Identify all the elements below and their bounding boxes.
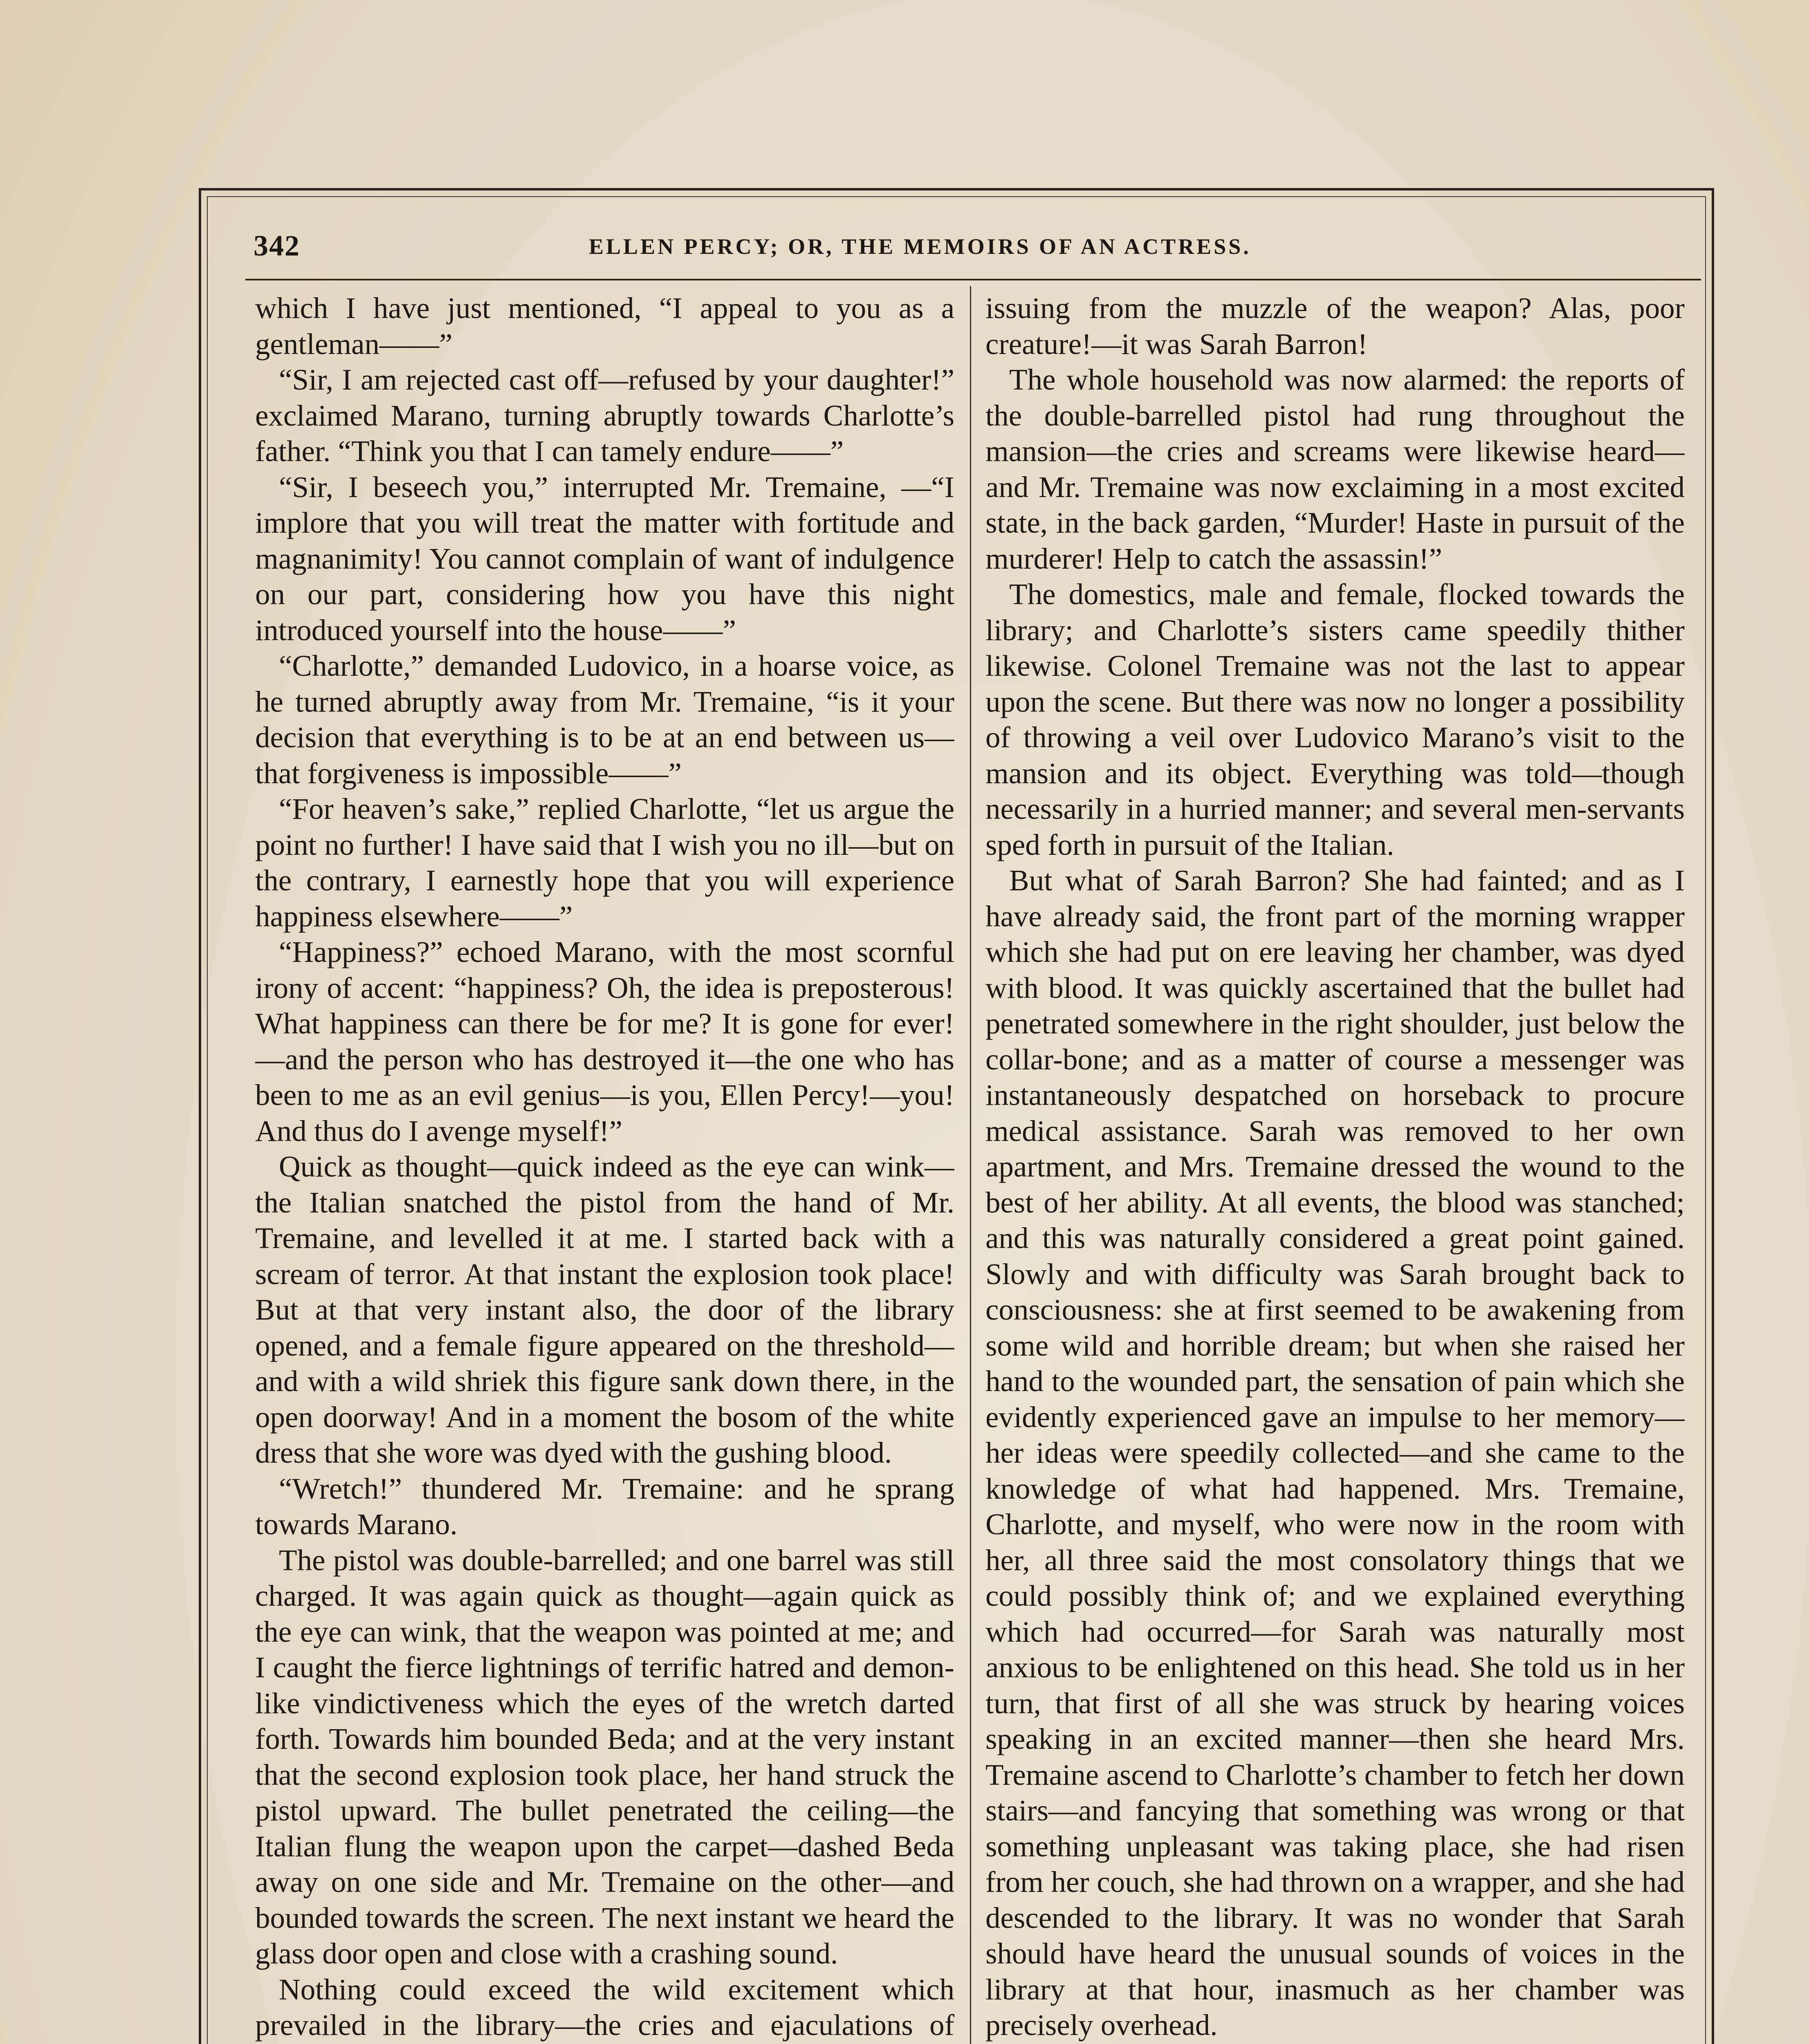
running-title: ELLEN PERCY; OR, THE MEMOIRS OF AN ACTRESS.: [589, 234, 1251, 259]
paragraph: “Sir, I beseech you,” interrupted Mr. Tremaine, —“I implore that you will treat the matter with fortitude and magnanimity! You cannot complain of want of indulgence on our part, considering how you have this night introduced yourself into the house——”: [255, 470, 954, 647]
paragraph: which I have just mentioned, “I appeal to you as a gentleman——”: [255, 291, 954, 361]
running-header: [254, 229, 1668, 274]
page-number: 342: [254, 229, 300, 262]
paragraph: Quick as thought—quick indeed as the eye can wink—the Italian snatched the pistol from the hand of Mr. Tremaine, and levelled it at me. I started back with a scream of terror. At that instant the explosion took place! But at that very instant also, the door of the library opened, and a female figure appeared on the threshold—and with a wild shriek this figure sank down there, in the open doorway! And in a moment the bosom of the white dress that she wore was dyed with the gushing blood.: [255, 1150, 954, 1469]
paragraph: The pistol was double-barrelled; and one barrel was still charged. It was again quick as thought—again quick as the eye can wink, that the weapon was pointed at me; and I caught the fierce lightnings of terrific hatred and demon-like vindictiveness which the eyes of the wretch darted forth. Towards him bounded Beda; and at the very instant that the second explosion took place, her hand struck the pistol upward. The bullet penetrated the ceiling—the Italian flung the weapon upon the carpet—dashed Beda away on one side and Mr. Tremaine on the other—and bounded towards the screen. The next instant we heard the glass door open and close with a crashing sound.: [255, 1543, 954, 1970]
paragraph: “Wretch!” thundered Mr. Tremaine: and he sprang towards Marano.: [255, 1472, 954, 1541]
text-column-right: [985, 290, 1685, 2044]
paragraph: The whole household was now alarmed: the reports of the double-barrelled pistol had rung throughout the mansion—the cries and screams were likewise heard—and Mr. Tremaine was now exclaiming in a most excited state, in the back garden, “Murder! Haste in pursuit of the murderer! Help to catch the assassin!”: [985, 363, 1685, 575]
paragraph: “Sir, I am rejected cast off—refused by your daughter!” exclaimed Marano, turning abruptly towards Charlotte’s father. “Think you that I can tamely endure——”: [255, 363, 954, 468]
paragraph: “Happiness?” echoed Marano, with the most scornful irony of accent: “happiness? Oh, the idea is preposterous! What happiness can there be for me? It is gone for ever!—and the person who has destroyed it—the one who has been to me as an evil genius—is you, Ellen Percy!—you! And thus do I avenge myself!”: [255, 935, 954, 1148]
column-divider: [970, 286, 971, 2044]
paragraph: The domestics, male and female, flocked towards the library; and Charlotte’s sisters came speedily thither likewise. Colonel Tremaine was not the last to appear upon the scene. But there was now no longer a possibility of throwing a veil over Ludovico Marano’s visit to the mansion and its object. Everything was told—though necessarily in a hurried manner; and several men-servants sped forth in pursuit of the Italian.: [985, 578, 1685, 861]
text-column-left: [255, 290, 954, 2044]
paragraph: “Charlotte,” demanded Ludovico, in a hoarse voice, as he turned abruptly away from Mr. Tremaine, “is it your decision that everything is to be at an end between us—that forgiveness is impossible——”: [255, 649, 954, 790]
paragraph: But what of Sarah Barron? She had fainted; and as I have already said, the front part of the morning wrapper which she had put on ere leaving her chamber, was dyed with blood. It was quickly ascertained that the bullet had penetrated somewhere in the right shoulder, just below the collar-bone; and as a matter of course a messenger was instantaneously despatched on horseback to procure medical assistance. Sarah was removed to her own apartment, and Mrs. Tremaine dressed the wound to the best of her ability. At all events, the blood was stanched; and this was naturally considered a great point gained. Slowly and with difficulty was Sarah brought back to consciousness: she at first seemed to be awakening from some wild and horrible dream; but when she raised her hand to the wounded part, the sensation of pain which she evidently experienced gave an impulse to her memory—her ideas were speedily collected—and she came to the knowledge of what had happened. Mrs. Tremaine, Charlotte, and myself, who were now in the room with her, all three said the most consolatory things that we could possibly think of; and we explained everything which had occurred—for Sarah was naturally most anxious to be enlightened on this head. She told us in her turn, that first of all she was struck by hearing voices speaking in an excited manner—then she heard Mrs. Tremaine ascend to Charlotte’s chamber to fetch her down stairs—and fancying that something was wrong or that something unpleasant was taking place, she had risen from her couch, she had thrown on a wrapper, and she had descended to the library. It was no wonder that Sarah should have heard the unusual sounds of voices in the library at that hour, inasmuch as her chamber was precisely overhead.: [985, 864, 1685, 2042]
paragraph: issuing from the muzzle of the weapon? Alas, poor creature!—it was Sarah Barron!: [985, 291, 1685, 361]
paragraph: “For heaven’s sake,” replied Charlotte, “let us argue the point no further! I have said that I wish you no ill—but on the contrary, I earnestly hope that you will experience happiness elsewhere——”: [255, 792, 954, 933]
header-rule: [245, 279, 1701, 280]
paragraph: Nothing could exceed the wild excitement which prevailed in the library—the cries and ejaculations of: [255, 1972, 954, 2042]
